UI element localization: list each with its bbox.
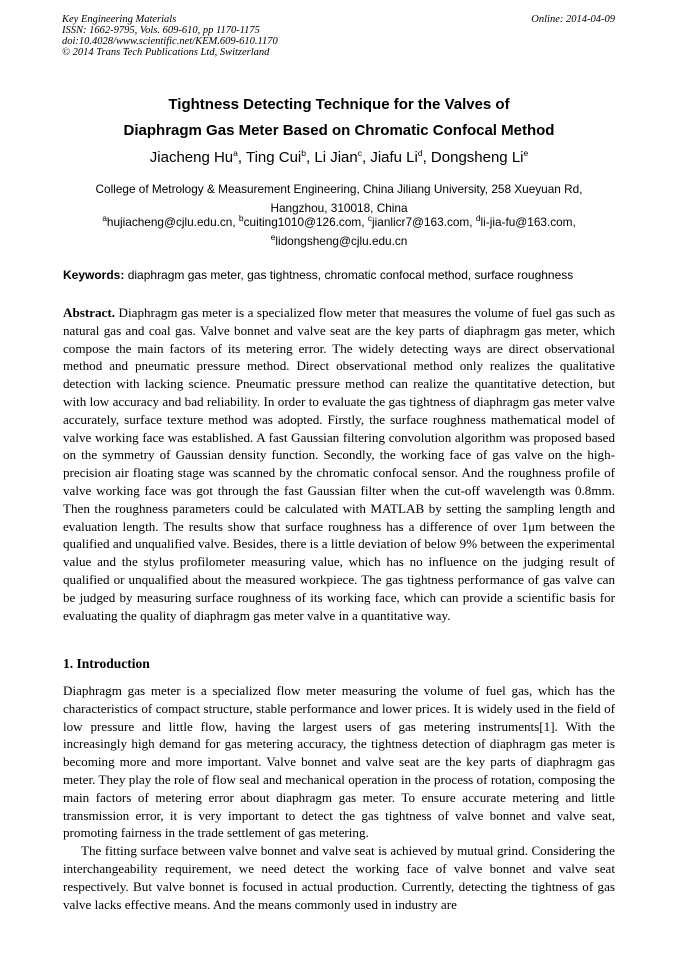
email-c[interactable]: $^c$jianlicr7@163.com, xyxy=(367,213,473,229)
journal-name: Key Engineering Materials xyxy=(62,14,177,25)
author: Li Jian$^c$, xyxy=(314,148,371,166)
title-line-2: Diaphragm Gas Meter Based on Chromatic Confocal Method xyxy=(123,122,555,139)
paragraph: Diaphragm gas meter is a specialized flow meter measuring the volume of fuel gas, which has the characteristics of compact structure, stable performance and lower prices. It is widely used in the field of low pressure and little flow, having the largest users of gas metering instruments[1]. With the increasingly high demand for gas metering accuracy, the tightness detection of diaphragm gas meter is becoming more and more important. Valve bonnet and valve seat are the key parts of diaphragm gas meter. They play the role of flow seal and mechanical operation in the process of rotation, composing the main factors of metering error about diaphragm gas meter. To ensure accurate metering and little transmission error, it is very important to detect the gas tightness of valve bonnet and valve seat, promoting fairness in the trade settlement of gas metering. xyxy=(63,683,615,841)
keywords-label: Keywords: xyxy=(63,268,125,282)
doi-line: doi:10.4028/www.scientific.net/KEM.609-610.1170 xyxy=(62,36,278,47)
author-emails xyxy=(48,213,630,251)
abstract-label: Abstract. xyxy=(63,305,115,320)
paper-title xyxy=(40,92,638,144)
abstract-text: Diaphragm gas meter is a specialized flow meter that measures the volume of fuel gas such as natural gas and coal gas. Valve bonnet and valve seat are the key parts of diaphragm gas meter, which compose the main factors of its metering error. The widely detecting ways are direct observational method and pneumatic pressure method. Direct observational method only realizes the qualitative detection with lacking science. Pneumatic pressure method can realize the quantitative detection, but with low accuracy and bad reliability. In order to evaluate the gas tightness of diaphragm gas meter valve accurately, surface texture method was adopted. Firstly, the surface roughness mathematical model of valve working face was established. A fast Gaussian filtering convolution algorithm was proposed based on the symmetry of Gaussian density function. Secondly, the working face of gas valve on the high-precision air floating stage was scanned by the chromatic confocal sensor. And the roughness profile of valve working face was got through the fast Gaussian filter when the cut-off wavelength was 0.8mm. Then the roughness parameters could be calculated with MATLAB by setting the sampling length and evaluation length. The results show that surface roughness has a difference of over 1μm between the qualified and unqualified valve. Besides, there is a little deviation of below 9% between the experimental value and the stylus profilometer measuring value, which has no influence on the judging result of qualified or unqualified about the measured workpiece. The gas tightness performance of gas valve can be judged by measuring surface roughness of its working face, which can provide a scientific basis for evaluating the quality of diaphragm gas meter valve in a quantitative way. xyxy=(63,305,615,623)
introduction-body xyxy=(63,682,615,913)
author: Jiacheng Hu$^a$, xyxy=(149,148,246,166)
author: Ting Cui$^b$, xyxy=(245,148,315,166)
author: Dongsheng Li$^e$ xyxy=(430,148,529,166)
paragraph: The fitting surface between valve bonnet and valve seat is achieved by mutual grind. Considering the interchangeability requirement, we need detect the working face of valve bonnet and valve seat respectively. But valve bonnet is focused in actual production. Currently, detecting the tightness of gas valve lacks effective means. And the means commonly used in industry are xyxy=(63,843,615,912)
keywords xyxy=(63,267,615,284)
copyright-line: © 2014 Trans Tech Publications Ltd, Switzerland xyxy=(62,47,270,58)
email-b[interactable]: $^b$cuiting1010@126.com, xyxy=(238,213,365,229)
affiliation-line-2: Hangzhou, 310018, China xyxy=(270,201,408,215)
abstract xyxy=(63,304,615,624)
email-e[interactable]: $^e$lidongsheng@cjlu.edu.cn xyxy=(270,232,408,248)
issn-line: ISSN: 1662-9795, Vols. 609-610, pp 1170-1175 xyxy=(62,25,260,36)
section-heading: 1. Introduction xyxy=(63,656,150,671)
affiliation-line-1: College of Metrology & Measurement Engineering, China Jiliang University, 258 Xueyuan Rd, xyxy=(95,182,583,196)
email-d[interactable]: $^d$li-jia-fu@163.com, xyxy=(475,213,576,229)
author-list xyxy=(40,148,638,168)
keywords-text: diaphragm gas meter, gas tightness, chromatic confocal method, surface roughness xyxy=(127,268,574,282)
publication-info xyxy=(62,14,278,58)
title-line-1: Tightness Detecting Technique for the Valves of xyxy=(168,96,510,113)
email-a[interactable]: $^a$hujiacheng@cjlu.edu.cn, xyxy=(102,213,236,229)
online-date: Online: 2014-04-09 xyxy=(531,14,615,25)
author: Jiafu Li$^d$, xyxy=(370,148,431,166)
